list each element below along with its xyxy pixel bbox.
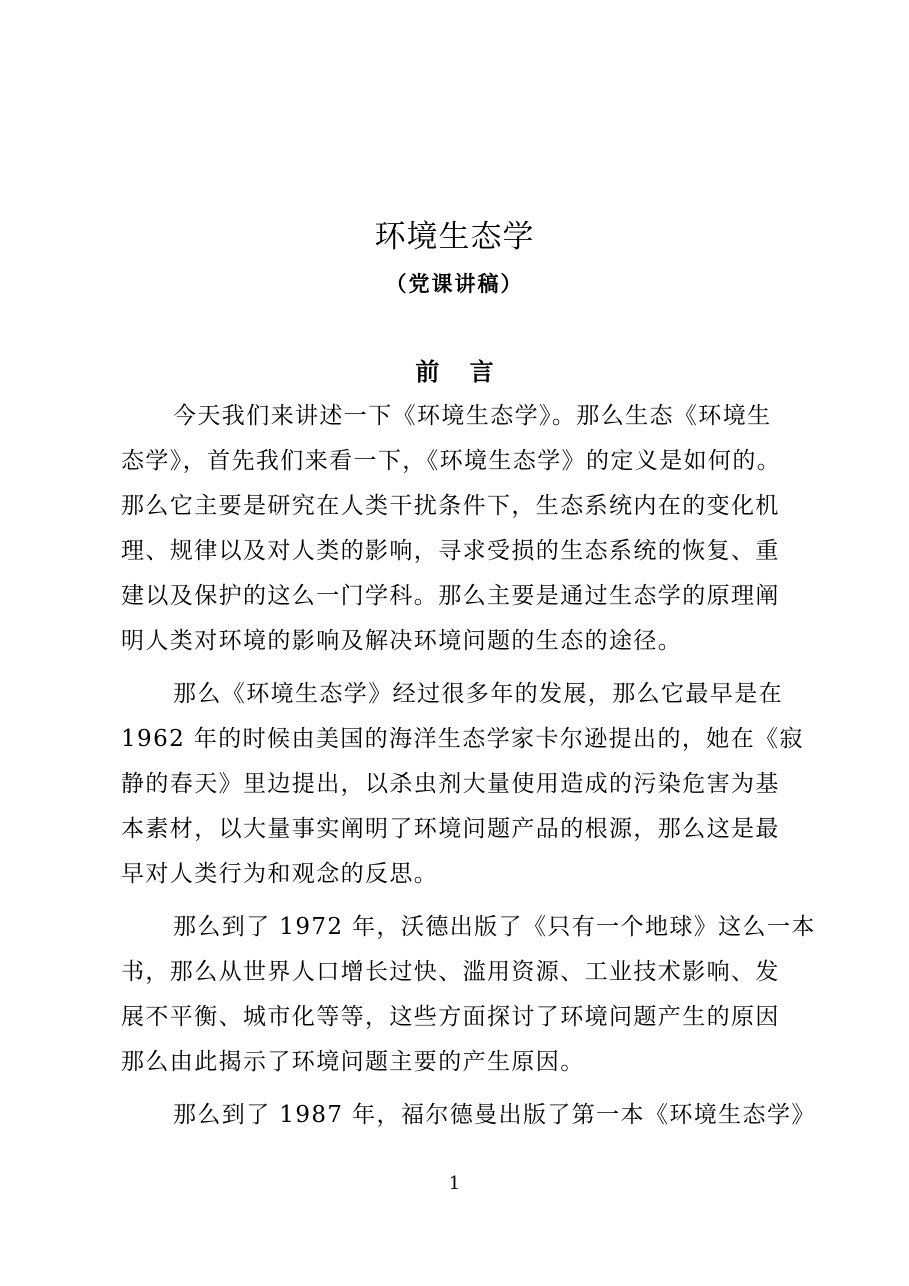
paragraph-line: 那么《环境生态学》经过很多年的发展，那么它最早是在 [173, 681, 783, 707]
paragraph [121, 905, 816, 1085]
paragraph-line: 理、规律以及对人类的影响，寻求受损的生态系统的恢复、重 [121, 538, 780, 564]
page-number: 1 [448, 1173, 461, 1194]
document-body [121, 394, 816, 1138]
paragraph-line: 早对人类行为和观念的反思。 [121, 861, 439, 887]
paragraph-line: 明人类对环境的影响及解决环境问题的生态的途径。 [121, 628, 683, 654]
paragraph-line: 静的春天》里边提出，以杀虫剂大量使用造成的污染危害为基 [121, 771, 780, 797]
paragraph-line: 态学》，首先我们来看一下，《环境生态学》的定义是如何的。 [121, 448, 782, 474]
paragraph [121, 1093, 816, 1138]
paragraph-line: 那么由此揭示了环境问题主要的产生原因。 [121, 1049, 585, 1075]
document-title: 环境生态学 [374, 219, 535, 255]
paragraph [121, 672, 804, 897]
paragraph-line: 今天我们来讲述一下《环境生态学》。那么生态《环境生 [173, 403, 772, 429]
paragraph-line: 建以及保护的这么一门学科。那么主要是通过生态学的原理阐 [121, 583, 780, 609]
paragraph-line: 展不平衡、城市化等等，这些方面探讨了环境问题产生的原因 [121, 1004, 780, 1030]
paragraph-line: 书，那么从世界人口增长过快、滥用资源、工业技术影响、发 [121, 959, 780, 985]
paragraph-line: 1962 年的时候由美国的海洋生态学家卡尔逊提出的，她在《寂 [121, 726, 804, 752]
document-subtitle: （党课讲稿） [385, 272, 524, 296]
paragraph-line: 那么它主要是研究在人类干扰条件下，生态系统内在的变化机 [121, 493, 780, 519]
paragraph-line: 本素材，以大量事实阐明了环境问题产品的根源，那么这是最 [121, 816, 780, 842]
paragraph-line: 那么到了 1987 年，福尔德曼出版了第一本《环境生态学》 [173, 1102, 816, 1128]
paragraph [121, 394, 801, 664]
section-heading: 前 言 [415, 358, 494, 386]
paragraph-line: 那么到了 1972 年，沃德出版了《只有一个地球》这么一本 [173, 914, 816, 940]
